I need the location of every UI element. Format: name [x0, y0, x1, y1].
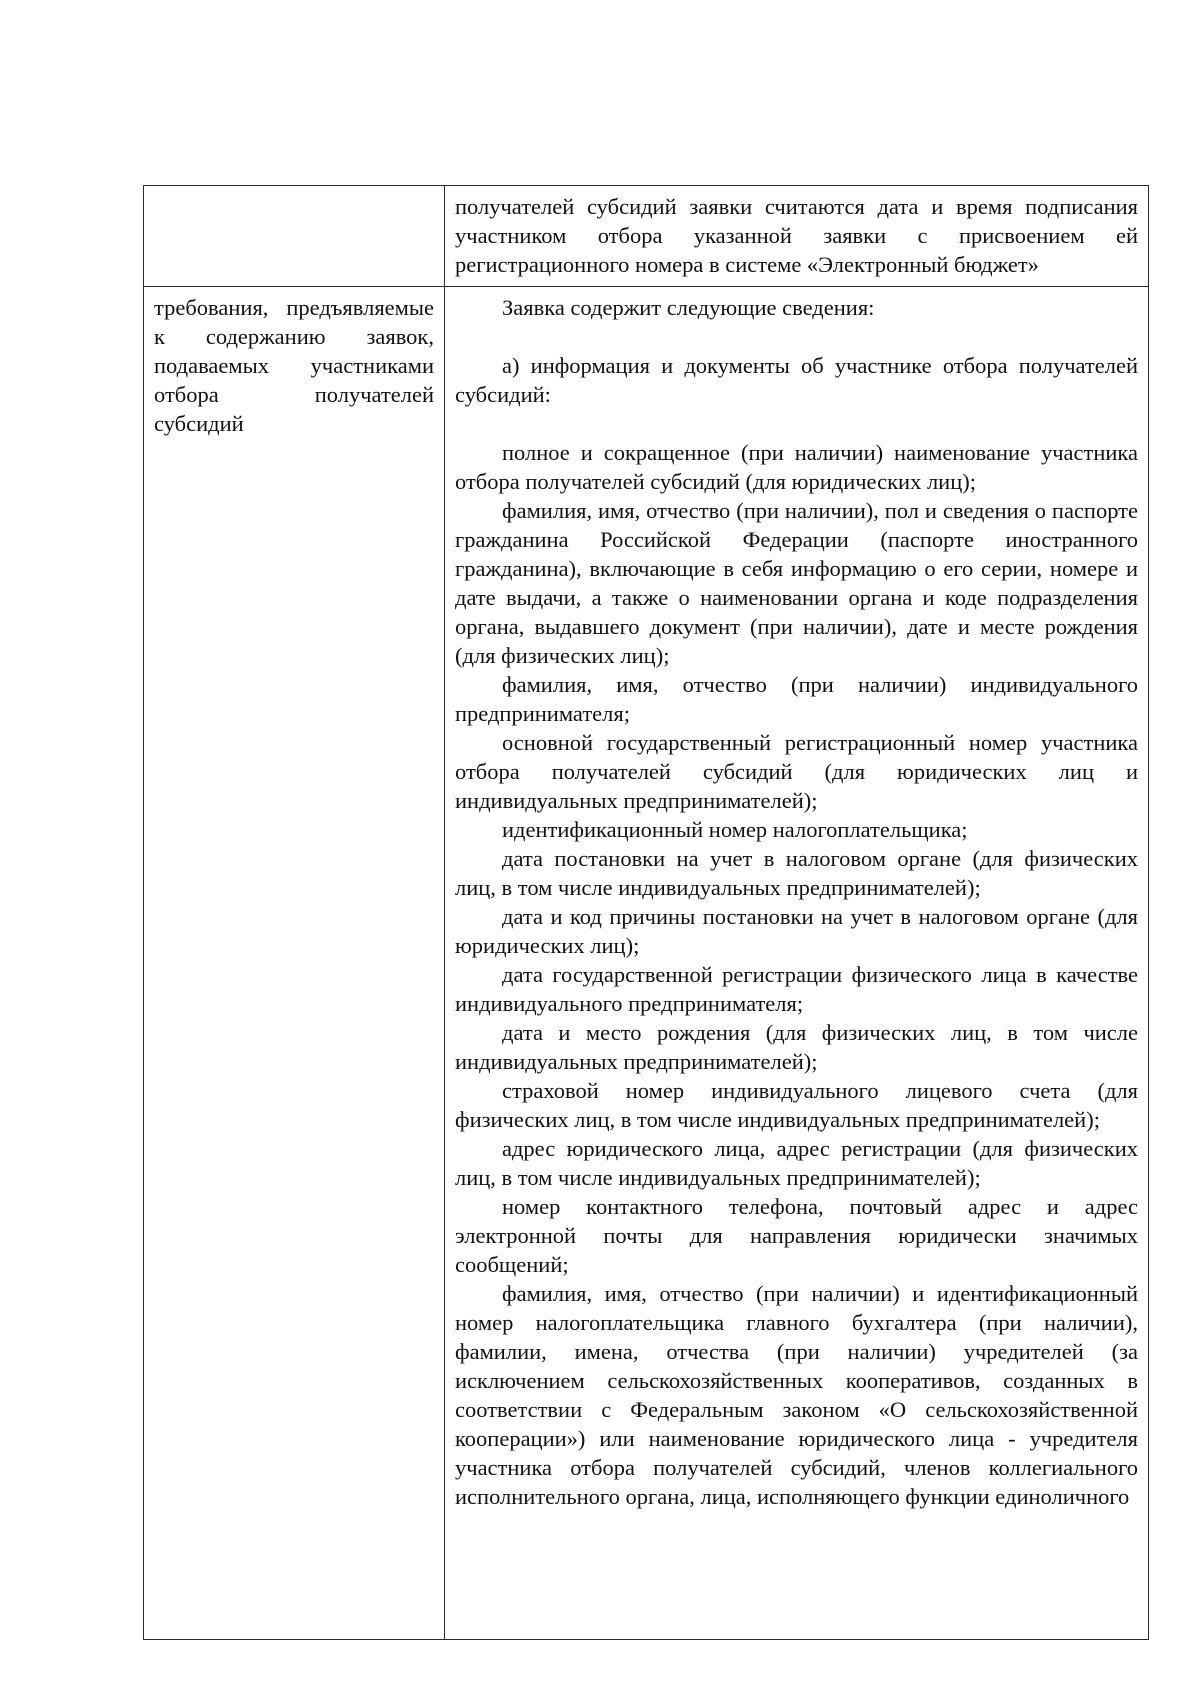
list-item: дата постановки на учет в налоговом органе (для физических лиц, в том числе индивидуальных предпринимателей);	[455, 846, 1138, 900]
list-item: номер контактного телефона, почтовый адрес и адрес электронной почты для направления юридически значимых сообщений;	[455, 1194, 1138, 1277]
list-item: основной государственный регистрационный номер участника отбора получателей субсидий (для юридических лиц и индивидуальных предпринимателей);	[455, 730, 1138, 813]
subheading-paragraph: а) информация и документы об участнике отбора получателей субсидий:	[455, 353, 1138, 407]
list-item: фамилия, имя, отчество (при наличии) индивидуального предпринимателя;	[455, 672, 1138, 726]
list-item: дата и место рождения (для физических лиц, в том числе индивидуальных предпринимателей);	[455, 1020, 1138, 1074]
table-cell-label	[144, 287, 445, 1640]
list-item: адрес юридического лица, адрес регистрации (для физических лиц, в том числе индивидуальных предпринимателей);	[455, 1136, 1138, 1190]
requirements-table	[143, 185, 1149, 1640]
table-row	[144, 186, 1149, 287]
spacer	[455, 409, 1138, 438]
paragraph: получателей субсидий заявки считаются дата и время подписания участником отбора указанной заявки с присвоением ей регистрационного номера в системе «Электронный бюджет»	[455, 194, 1138, 277]
table-cell-content	[445, 287, 1149, 1640]
list-item: фамилия, имя, отчество (при наличии) и идентификационный номер налогоплательщика главного бухгалтера (при наличии), фамилии, имена, отчества (при наличии) учредителей (за исключением сельскохозяйственных кооперативов, созданных в соответствии с Федеральным законом «О сельскохозяйственной кооперации») или наименование юридического лица - учредителя участника отбора получателей субсидий, членов коллегиального исполнительного органа, лица, исполняющего функции единоличного	[455, 1281, 1138, 1509]
table-row	[144, 287, 1149, 1640]
list-item: идентификационный номер налогоплательщика;	[502, 817, 968, 842]
list-item: дата и код причины постановки на учет в налоговом органе (для юридических лиц);	[455, 904, 1138, 958]
table-cell-content	[445, 186, 1149, 287]
list-item: полное и сокращенное (при наличии) наименование участника отбора получателей субсидий (для юридических лиц);	[455, 440, 1138, 494]
requirements-label: требования, предъявляемые к содержанию заявок, подаваемых участниками отбора получателей субсидий	[154, 295, 434, 436]
list-item: фамилия, имя, отчество (при наличии), пол и сведения о паспорте гражданина Российской Федерации (паспорте иностранного гражданина), включающие в себя информацию о его серии, номере и дате выдачи, а также о наименовании органа и коде подразделения органа, выдавшего документ (при наличии), дате и месте рождения (для физических лиц);	[455, 498, 1138, 668]
intro-paragraph: Заявка содержит следующие сведения:	[502, 295, 875, 320]
list-item: страховой номер индивидуального лицевого счета (для физических лиц, в том числе индивидуальных предпринимателей);	[455, 1078, 1138, 1132]
table-cell-label	[144, 186, 445, 287]
spacer	[455, 322, 1138, 351]
list-item: дата государственной регистрации физического лица в качестве индивидуального предпринимателя;	[455, 962, 1138, 1016]
